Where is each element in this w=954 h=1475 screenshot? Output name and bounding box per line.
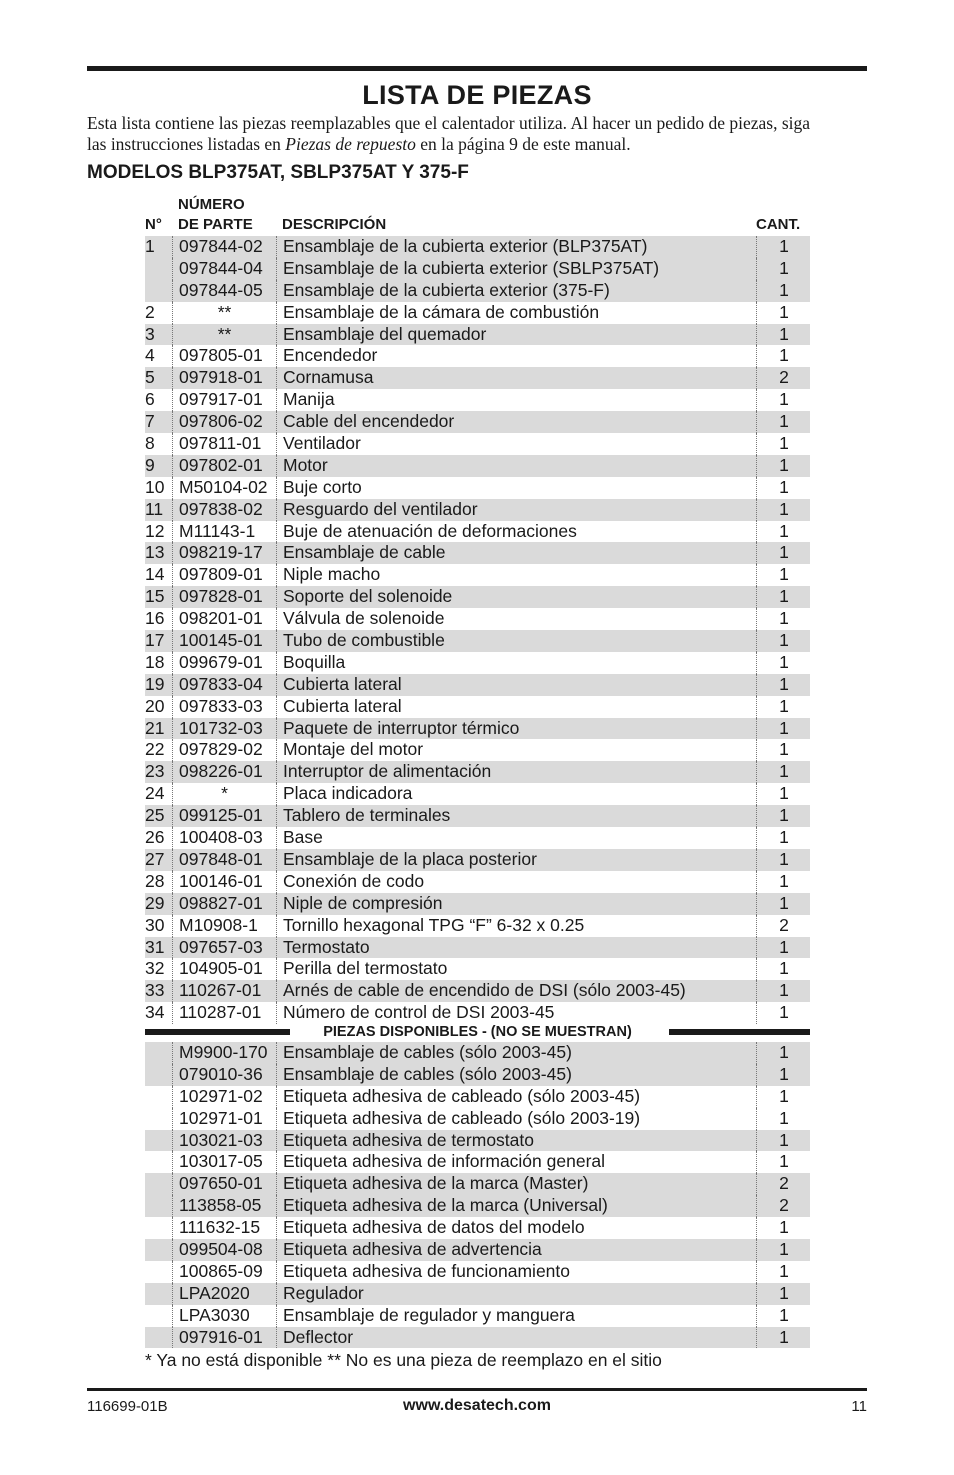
part-quantity: 1	[756, 849, 811, 871]
item-number: 33	[145, 980, 165, 1001]
table-row	[145, 696, 810, 718]
part-quantity: 1	[756, 1217, 811, 1239]
table-row	[145, 1261, 810, 1283]
item-number: 17	[145, 630, 165, 651]
part-description: Tornillo hexagonal TPG “F” 6-32 x 0.25	[276, 915, 756, 937]
item-number: 7	[145, 411, 155, 432]
table-row	[145, 937, 810, 959]
table-row	[145, 280, 810, 302]
part-description: Válvula de solenoide	[276, 608, 756, 630]
part-number: 100865-09	[172, 1261, 276, 1283]
part-number: 098219-17	[172, 542, 276, 564]
item-number: 22	[145, 739, 165, 760]
part-number: 099679-01	[172, 652, 276, 674]
part-description: Ensamblaje de la cubierta exterior (BLP375AT)	[276, 236, 756, 258]
part-quantity: 1	[756, 1042, 811, 1064]
part-quantity: 1	[756, 783, 811, 805]
part-number: 097833-03	[172, 696, 276, 718]
header-part-top: NÚMERO	[178, 196, 245, 213]
item-number: 3	[145, 323, 155, 344]
part-description: Etiqueta adhesiva de funcionamiento	[276, 1261, 756, 1283]
website: www.desatech.com	[403, 1397, 551, 1414]
table-row	[145, 411, 810, 433]
doc-number: 116699-01B	[87, 1398, 168, 1415]
part-description: Etiqueta adhesiva de termostato	[276, 1130, 756, 1152]
parts-table	[145, 236, 810, 1024]
table-row	[145, 324, 810, 346]
table-row	[145, 1151, 810, 1173]
item-number: 8	[145, 433, 155, 454]
table-row	[145, 739, 810, 761]
part-description: Ensamblaje de cable	[276, 542, 756, 564]
item-number: 13	[145, 542, 165, 563]
part-number: 101732-03	[172, 718, 276, 740]
part-description: Manija	[276, 389, 756, 411]
part-description: Buje de atenuación de deformaciones	[276, 521, 756, 543]
part-quantity: 1	[756, 521, 811, 543]
part-quantity: 1	[756, 433, 811, 455]
part-quantity: 1	[756, 324, 811, 346]
part-number: **	[172, 324, 276, 346]
part-quantity: 1	[756, 674, 811, 696]
table-row	[145, 1086, 810, 1108]
part-number: 098226-01	[172, 761, 276, 783]
part-number: 097805-01	[172, 345, 276, 367]
item-number: 32	[145, 958, 165, 979]
item-number: 5	[145, 367, 155, 388]
part-description: Niple de compresión	[276, 893, 756, 915]
item-number: 11	[145, 498, 164, 519]
part-number: M9900-170	[172, 1042, 276, 1064]
part-quantity: 1	[756, 630, 811, 652]
part-number: 097916-01	[172, 1327, 276, 1349]
table-row	[145, 849, 810, 871]
part-number: LPA2020	[172, 1283, 276, 1305]
item-number: 28	[145, 870, 165, 891]
part-quantity: 1	[756, 455, 811, 477]
part-number: 100145-01	[172, 630, 276, 652]
part-quantity: 1	[756, 1261, 811, 1283]
table-row	[145, 718, 810, 740]
part-description: Niple macho	[276, 564, 756, 586]
table-row	[145, 1042, 810, 1064]
part-description: Buje corto	[276, 477, 756, 499]
part-number: 103021-03	[172, 1130, 276, 1152]
part-quantity: 1	[756, 389, 811, 411]
table-row	[145, 1305, 810, 1327]
part-number: 111632-15	[172, 1217, 276, 1239]
page-title: LISTA DE PIEZAS	[362, 80, 592, 110]
part-quantity: 1	[756, 871, 811, 893]
part-quantity: 1	[756, 499, 811, 521]
part-number: 099504-08	[172, 1239, 276, 1261]
table-row	[145, 871, 810, 893]
part-number: 098201-01	[172, 608, 276, 630]
part-description: Paquete de interruptor térmico	[276, 718, 756, 740]
part-number: 097802-01	[172, 455, 276, 477]
intro-emphasis: Piezas de repuesto	[285, 134, 416, 154]
part-number: 097828-01	[172, 586, 276, 608]
item-number: 30	[145, 914, 165, 935]
part-number: *	[172, 783, 276, 805]
part-number: M50104-02	[172, 477, 276, 499]
part-number: 099125-01	[172, 805, 276, 827]
item-number: 26	[145, 827, 165, 848]
intro-line-2-end: en la página 9 de este manual.	[415, 134, 631, 154]
part-quantity: 1	[756, 893, 811, 915]
table-row	[145, 630, 810, 652]
available-separator	[145, 1023, 810, 1041]
part-number: 100408-03	[172, 827, 276, 849]
table-row	[145, 893, 810, 915]
part-description: Base	[276, 827, 756, 849]
part-number: 100146-01	[172, 871, 276, 893]
item-number: 21	[145, 717, 165, 738]
part-description: Cubierta lateral	[276, 696, 756, 718]
part-description: Ensamblaje de la cubierta exterior (375-F)	[276, 280, 756, 302]
part-description: Etiqueta adhesiva de cableado (sólo 2003-45)	[276, 1086, 756, 1108]
item-number: 4	[145, 345, 155, 366]
part-number: 097844-04	[172, 258, 276, 280]
table-row	[145, 608, 810, 630]
part-number: M11143-1	[172, 521, 276, 543]
item-number: 15	[145, 586, 165, 607]
part-quantity: 1	[756, 827, 811, 849]
part-number: 102971-01	[172, 1108, 276, 1130]
table-row	[145, 915, 810, 937]
part-description: Motor	[276, 455, 756, 477]
part-number: 097917-01	[172, 389, 276, 411]
part-quantity: 1	[756, 345, 811, 367]
part-quantity: 1	[756, 1327, 811, 1349]
part-quantity: 2	[756, 1195, 811, 1217]
part-quantity: 1	[756, 1283, 811, 1305]
item-number: 6	[145, 389, 155, 410]
part-description: Montaje del motor	[276, 739, 756, 761]
part-description: Etiqueta adhesiva de la marca (Master)	[276, 1173, 756, 1195]
part-quantity: 1	[756, 542, 811, 564]
item-number: 16	[145, 608, 165, 629]
part-number: 097657-03	[172, 937, 276, 959]
table-row	[145, 827, 810, 849]
table-row	[145, 367, 810, 389]
table-row	[145, 805, 810, 827]
part-number: 110267-01	[172, 980, 276, 1002]
part-description: Cubierta lateral	[276, 674, 756, 696]
part-quantity: 1	[756, 1239, 811, 1261]
part-description: Ensamblaje de cables (sólo 2003-45)	[276, 1042, 756, 1064]
part-number: 097918-01	[172, 367, 276, 389]
header-no: N°	[145, 216, 162, 233]
item-number: 12	[145, 520, 165, 541]
bottom-rule	[87, 1388, 867, 1391]
part-description: Etiqueta adhesiva de datos del modelo	[276, 1217, 756, 1239]
part-description: Regulador	[276, 1283, 756, 1305]
part-description: Número de control de DSI 2003-45	[276, 1002, 756, 1024]
part-number: 097650-01	[172, 1173, 276, 1195]
table-row	[145, 433, 810, 455]
part-quantity: 1	[756, 1086, 811, 1108]
part-number: 097833-04	[172, 674, 276, 696]
part-quantity: 1	[756, 1064, 811, 1086]
part-number: 097844-05	[172, 280, 276, 302]
part-number: **	[172, 302, 276, 324]
table-row	[145, 761, 810, 783]
part-number: 097809-01	[172, 564, 276, 586]
part-description: Tubo de combustible	[276, 630, 756, 652]
table-row	[145, 783, 810, 805]
part-description: Ensamblaje de regulador y manguera	[276, 1305, 756, 1327]
part-description: Arnés de cable de encendido de DSI (sólo 2003-45)	[276, 980, 756, 1002]
part-quantity: 1	[756, 1130, 811, 1152]
part-quantity: 2	[756, 1173, 811, 1195]
part-number: 104905-01	[172, 958, 276, 980]
table-row	[145, 1239, 810, 1261]
part-quantity: 1	[756, 739, 811, 761]
table-row	[145, 1130, 810, 1152]
table-row	[145, 499, 810, 521]
header-description: DESCRIPCIÓN	[282, 216, 387, 233]
table-row	[145, 652, 810, 674]
models-heading: MODELOS BLP375AT, SBLP375AT Y 375-F	[87, 162, 469, 183]
part-description: Placa indicadora	[276, 783, 756, 805]
table-row	[145, 345, 810, 367]
part-description: Encendedor	[276, 345, 756, 367]
item-number: 20	[145, 695, 165, 716]
part-description: Cable del encendedor	[276, 411, 756, 433]
part-quantity: 1	[756, 937, 811, 959]
table-row	[145, 542, 810, 564]
table-row	[145, 1327, 810, 1349]
table-row	[145, 1283, 810, 1305]
page-number: 11	[851, 1398, 867, 1415]
part-description: Ensamblaje del quemador	[276, 324, 756, 346]
part-description: Ensamblaje de cables (sólo 2003-45)	[276, 1064, 756, 1086]
part-number: 079010-36	[172, 1064, 276, 1086]
part-quantity: 1	[756, 980, 811, 1002]
item-number: 27	[145, 848, 165, 869]
part-description: Etiqueta adhesiva de cableado (sólo 2003-19)	[276, 1108, 756, 1130]
part-description: Etiqueta adhesiva de la marca (Universal)	[276, 1195, 756, 1217]
table-row	[145, 258, 810, 280]
table-row	[145, 236, 810, 258]
part-number: 110287-01	[172, 1002, 276, 1024]
intro-text	[87, 113, 872, 155]
table-row	[145, 389, 810, 411]
part-quantity: 2	[756, 367, 811, 389]
item-number: 14	[145, 564, 165, 585]
item-number: 9	[145, 454, 155, 475]
part-description: Ventilador	[276, 433, 756, 455]
item-number: 23	[145, 761, 165, 782]
part-number: 113858-05	[172, 1195, 276, 1217]
part-quantity: 1	[756, 1002, 811, 1024]
part-number: 103017-05	[172, 1151, 276, 1173]
item-number: 1	[145, 236, 155, 256]
part-description: Tablero de terminales	[276, 805, 756, 827]
part-quantity: 1	[756, 1108, 811, 1130]
item-number: 24	[145, 783, 165, 804]
part-description: Deflector	[276, 1327, 756, 1349]
table-row	[145, 1108, 810, 1130]
item-number: 10	[145, 476, 165, 497]
part-description: Termostato	[276, 937, 756, 959]
part-quantity: 1	[756, 805, 811, 827]
item-number: 31	[145, 936, 165, 957]
part-quantity: 1	[756, 236, 811, 258]
table-row	[145, 980, 810, 1002]
table-row	[145, 1002, 810, 1024]
part-description: Etiqueta adhesiva de advertencia	[276, 1239, 756, 1261]
part-number: 097806-02	[172, 411, 276, 433]
part-description: Etiqueta adhesiva de información general	[276, 1151, 756, 1173]
part-quantity: 1	[756, 718, 811, 740]
part-description: Perilla del termostato	[276, 958, 756, 980]
part-quantity: 1	[756, 1305, 811, 1327]
part-number: 098827-01	[172, 893, 276, 915]
item-number: 2	[145, 301, 155, 322]
table-row	[145, 674, 810, 696]
table-row	[145, 455, 810, 477]
table-row	[145, 564, 810, 586]
part-quantity: 1	[756, 652, 811, 674]
part-quantity: 1	[756, 302, 811, 324]
table-row	[145, 1195, 810, 1217]
part-number: 102971-02	[172, 1086, 276, 1108]
part-number: 097844-02	[172, 236, 276, 258]
part-quantity: 1	[756, 586, 811, 608]
part-description: Soporte del solenoide	[276, 586, 756, 608]
part-number: 097829-02	[172, 739, 276, 761]
part-number: LPA3030	[172, 1305, 276, 1327]
part-quantity: 2	[756, 915, 811, 937]
table-row	[145, 477, 810, 499]
part-quantity: 1	[756, 1151, 811, 1173]
table-header	[145, 196, 810, 236]
table-row	[145, 521, 810, 543]
part-quantity: 1	[756, 564, 811, 586]
item-number: 18	[145, 651, 165, 672]
separator-bar-left	[145, 1029, 290, 1035]
available-label: PIEZAS DISPONIBLES - (NO SE MUESTRAN)	[295, 1023, 660, 1041]
part-quantity: 1	[756, 258, 811, 280]
part-quantity: 1	[756, 608, 811, 630]
header-qty: CANT.	[756, 216, 801, 233]
part-quantity: 1	[756, 958, 811, 980]
part-number: M10908-1	[172, 915, 276, 937]
part-description: Cornamusa	[276, 367, 756, 389]
item-number: 34	[145, 1002, 165, 1023]
intro-line-1: Esta lista contiene las piezas reemplazables que el calentador utiliza. Al hacer un pedido de piezas, siga	[87, 113, 811, 133]
table-row	[145, 1173, 810, 1195]
part-quantity: 1	[756, 280, 811, 302]
table-row	[145, 302, 810, 324]
part-quantity: 1	[756, 696, 811, 718]
intro-line-2	[87, 134, 872, 155]
part-description: Ensamblaje de la placa posterior	[276, 849, 756, 871]
part-quantity: 1	[756, 761, 811, 783]
table-row	[145, 586, 810, 608]
part-description: Conexión de codo	[276, 871, 756, 893]
available-table	[145, 1042, 810, 1348]
item-number: 19	[145, 673, 165, 694]
separator-bar-right	[669, 1029, 810, 1035]
part-number: 097811-01	[172, 433, 276, 455]
item-number: 29	[145, 892, 165, 913]
part-number: 097848-01	[172, 849, 276, 871]
footnote: * Ya no está disponible ** No es una pieza de reemplazo en el sitio	[145, 1350, 662, 1370]
item-number: 25	[145, 805, 165, 826]
top-rule	[87, 66, 867, 71]
header-part-bottom: DE PARTE	[178, 216, 253, 233]
part-description: Boquilla	[276, 652, 756, 674]
part-quantity: 1	[756, 411, 811, 433]
part-description: Interruptor de alimentación	[276, 761, 756, 783]
part-number: 097838-02	[172, 499, 276, 521]
intro-line-2-start: las instrucciones listadas en	[87, 134, 286, 154]
table-row	[145, 958, 810, 980]
table-row	[145, 1217, 810, 1239]
table-row	[145, 1064, 810, 1086]
part-description: Ensamblaje de la cámara de combustión	[276, 302, 756, 324]
part-description: Resguardo del ventilador	[276, 499, 756, 521]
part-quantity: 1	[756, 477, 811, 499]
part-description: Ensamblaje de la cubierta exterior (SBLP375AT)	[276, 258, 756, 280]
